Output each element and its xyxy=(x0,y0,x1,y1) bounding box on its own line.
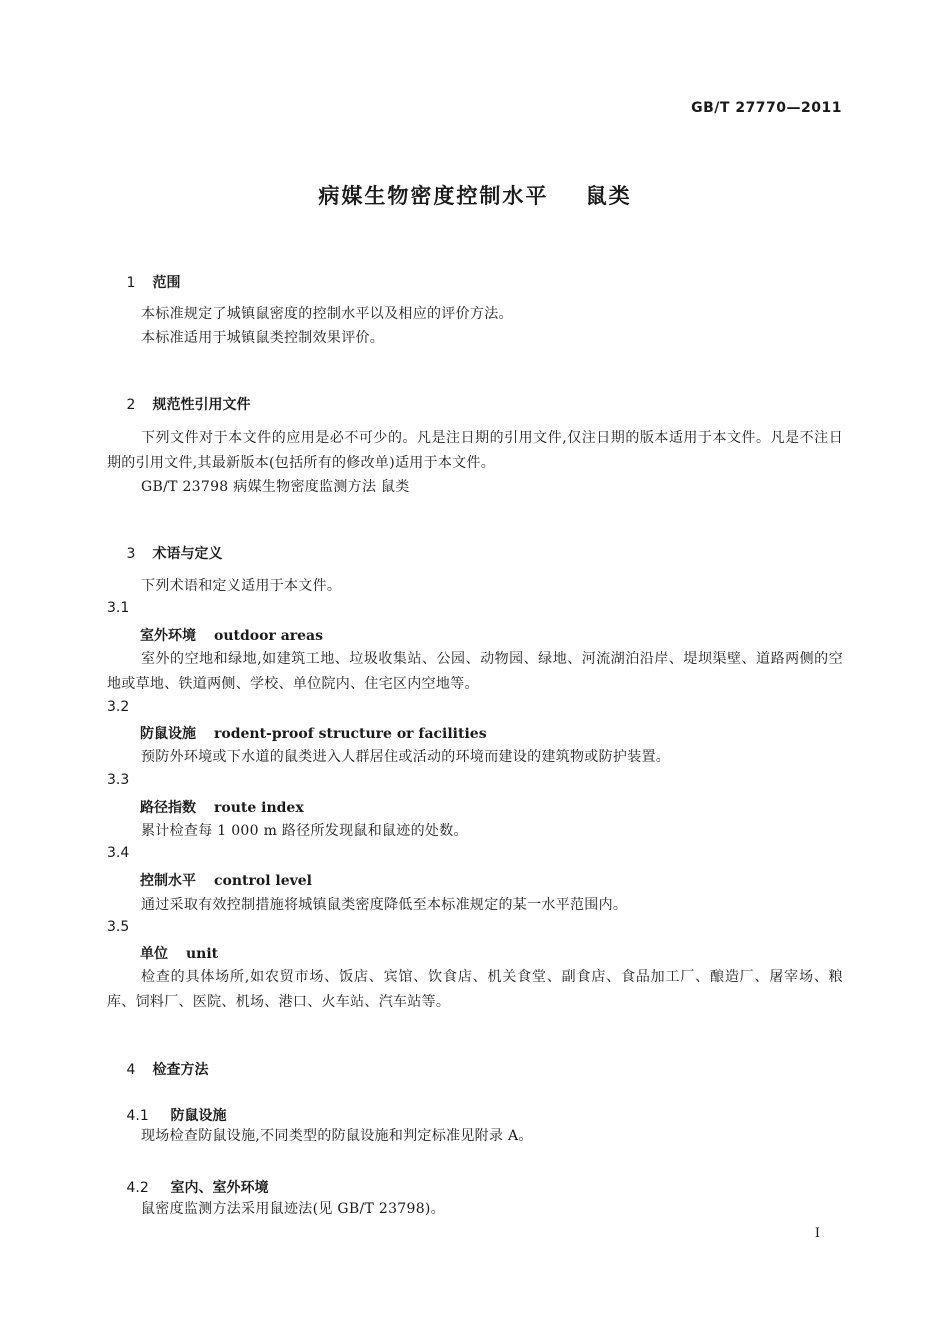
term-heading xyxy=(140,625,323,645)
section-number: 4 xyxy=(126,1062,136,1078)
term-zh: 室外环境 xyxy=(140,628,196,644)
paragraph: 下列文件对于本文件的应用是必不可少的。凡是注日期的引用文件,仅注日期的版本适用于本文件。凡是不注日期的引用文件,其最新版本(包括所有的修改单)适用于本文件。 xyxy=(107,430,843,471)
section-4-heading xyxy=(107,1043,209,1095)
section-number: 2 xyxy=(126,397,136,413)
section-title: 规范性引用文件 xyxy=(152,397,251,413)
term-heading xyxy=(140,943,218,963)
term-number: 3.1 xyxy=(107,600,130,616)
standard-number: GB/T 27770—2011 xyxy=(691,100,842,116)
section-3-heading xyxy=(107,527,223,579)
paragraph: 鼠密度监测方法采用鼠迹法(见 GB/T 23798)。 xyxy=(141,1201,445,1217)
term-number: 3.3 xyxy=(107,772,130,788)
reference-item: GB/T 23798 病媒生物密度监测方法 鼠类 xyxy=(141,479,410,495)
section-title: 术语与定义 xyxy=(152,546,223,562)
term-heading xyxy=(140,870,312,890)
term-en: route index xyxy=(214,800,304,816)
term-definition: 累计检查每 1 000 m 路径所发现鼠和鼠迹的处数。 xyxy=(141,823,468,839)
subsection-title: 室内、室外环境 xyxy=(170,1180,269,1196)
section-2-heading xyxy=(107,378,251,430)
term-zh: 单位 xyxy=(140,946,168,962)
subsection-number: 4.2 xyxy=(126,1180,149,1196)
term-number: 3.5 xyxy=(107,919,130,935)
term-definition: 室外的空地和绿地,如建筑工地、垃圾收集站、公园、动物园、绿地、河流湖泊沿岸、堤坝渠壁、道路两侧的空地或草地、铁道两侧、学校、单位院内、住宅区内空地等。 xyxy=(107,651,843,692)
section-title: 检查方法 xyxy=(152,1062,209,1078)
paragraph: 本标准适用于城镇鼠类控制效果评价。 xyxy=(141,330,385,346)
paragraph: 现场检查防鼠设施,不同类型的防鼠设施和判定标准见附录 A。 xyxy=(141,1128,533,1144)
section-number: 3 xyxy=(126,546,136,562)
term-en: outdoor areas xyxy=(214,628,324,644)
page-number: I xyxy=(814,1226,820,1241)
term-definition: 检查的具体场所,如农贸市场、饭店、宾馆、饮食店、机关食堂、副食店、食品加工厂、酿造厂、屠宰场、粮库、饲料厂、医院、机场、港口、火车站、汽车站等。 xyxy=(107,969,843,1010)
term-number: 3.2 xyxy=(107,699,130,715)
subsection-number: 4.1 xyxy=(126,1108,149,1124)
term-en: unit xyxy=(186,946,219,962)
term-number: 3.4 xyxy=(107,845,130,861)
paragraph: 下列术语和定义适用于本文件。 xyxy=(141,578,342,594)
term-definition: 预防外环境或下水道的鼠类进入人群居住或活动的环境而建设的建筑物或防护装置。 xyxy=(141,749,671,765)
term-en: control level xyxy=(214,873,312,889)
subsection-title: 防鼠设施 xyxy=(170,1108,227,1124)
term-zh: 防鼠设施 xyxy=(140,726,196,742)
term-zh: 路径指数 xyxy=(140,800,196,816)
term-heading xyxy=(140,723,487,743)
term-definition: 通过采取有效控制措施将城镇鼠类密度降低至本标准规定的某一水平范围内。 xyxy=(141,897,628,913)
document-title: 病媒生物密度控制水平 鼠类 xyxy=(318,184,632,208)
section-title: 范围 xyxy=(152,275,181,291)
term-zh: 控制水平 xyxy=(140,873,196,889)
term-heading xyxy=(140,797,304,817)
paragraph: 本标准规定了城镇鼠密度的控制水平以及相应的评价方法。 xyxy=(141,306,513,322)
section-number: 1 xyxy=(126,275,136,291)
section-1-heading xyxy=(107,256,181,308)
term-en: rodent-proof structure or facilities xyxy=(214,726,487,742)
